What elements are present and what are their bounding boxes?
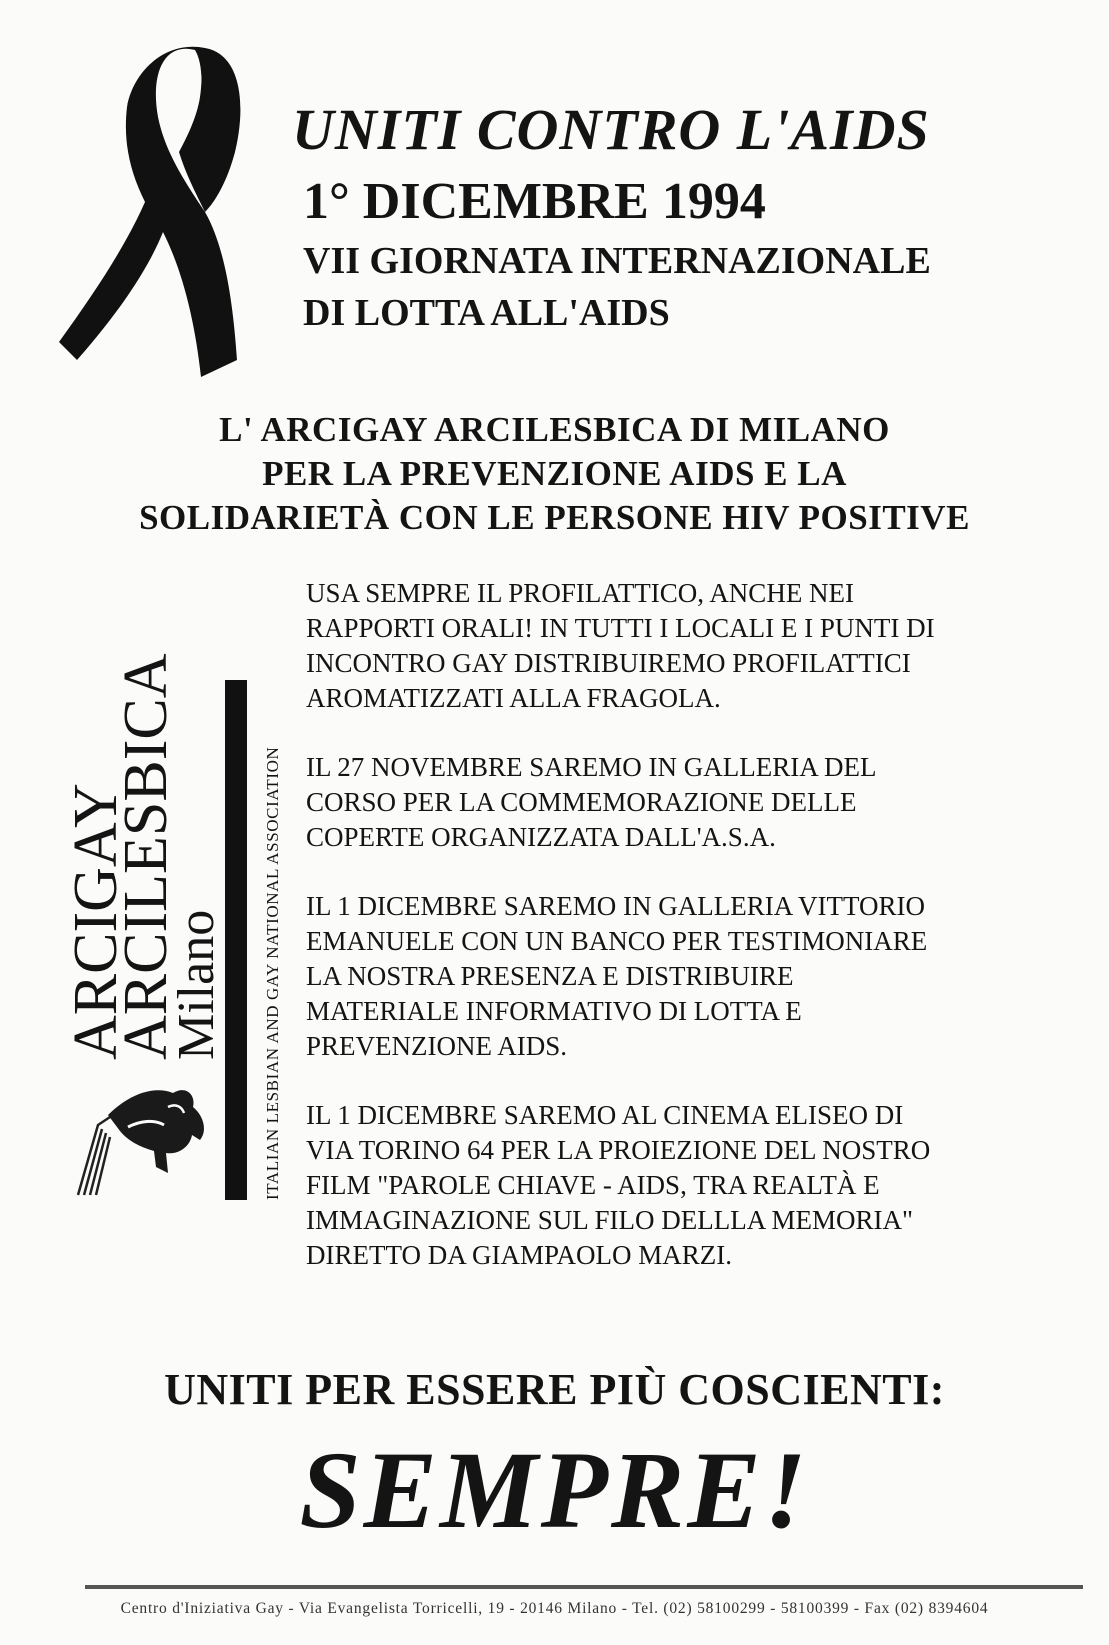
paragraph-line: MATERIALE INFORMATIVO DI LOTTA E xyxy=(306,996,802,1026)
paragraph-november-27 xyxy=(306,750,1066,855)
horse-logo-icon xyxy=(68,1055,218,1205)
paragraph-line: EMANUELE CON UN BANCO PER TESTIMONIARE xyxy=(306,926,928,956)
paragraph-line: LA NOSTRA PRESENZA E DISTRIBUIRE xyxy=(306,961,794,991)
logo-line-milano: Milano xyxy=(168,909,225,1060)
headline-subtitle-2: DI LOTTA ALL'AIDS xyxy=(303,292,670,334)
slogan-emphasis: SEMPRE! xyxy=(299,1429,810,1551)
paragraph-line: DIRETTO DA GIAMPAOLO MARZI. xyxy=(306,1240,733,1270)
headline-subtitle-1: VII GIORNATA INTERNAZIONALE xyxy=(303,240,931,282)
paragraph-line: RAPPORTI ORALI! IN TUTTI I LOCALI E I PUNTI DI xyxy=(306,613,935,643)
paragraph-line: COPERTE ORGANIZZATA DALL'A.S.A. xyxy=(306,822,776,852)
logo-divider-bar xyxy=(225,680,247,1200)
organization-statement xyxy=(40,408,1069,540)
arcigay-logo-text xyxy=(62,640,225,1060)
logo-line-arcigay: ARCIGAY xyxy=(62,783,130,1060)
paragraph-condoms xyxy=(306,576,1066,716)
paragraph-line: IL 1 DICEMBRE SAREMO AL CINEMA ELISEO DI xyxy=(306,1100,904,1130)
headline-title: UNITI CONTRO L'AIDS xyxy=(292,97,930,162)
awareness-ribbon-icon xyxy=(55,42,245,392)
paragraph-december-1-cinema xyxy=(306,1098,1066,1273)
paragraph-line: IMMAGINAZIONE SUL FILO DELLLA MEMORIA" xyxy=(306,1205,913,1235)
paragraph-line: USA SEMPRE IL PROFILATTICO, ANCHE NEI xyxy=(306,578,855,608)
paragraph-line: AROMATIZZATI ALLA FRAGOLA. xyxy=(306,683,721,713)
headline-date: 1° DICEMBRE 1994 xyxy=(303,173,766,230)
paragraph-line: IL 1 DICEMBRE SAREMO IN GALLERIA VITTORIO xyxy=(306,891,925,921)
paragraph-line: INCONTRO GAY DISTRIBUIREMO PROFILATTICI xyxy=(306,648,911,678)
footer-divider xyxy=(85,1585,1083,1589)
paragraph-line: IL 27 NOVEMBRE SAREMO IN GALLERIA DEL xyxy=(306,752,877,782)
paragraph-line: VIA TORINO 64 PER LA PROIEZIONE DEL NOSTRO xyxy=(306,1135,931,1165)
paragraph-line: FILM "PAROLE CHIAVE - AIDS, TRA REALTÀ E xyxy=(306,1170,880,1200)
paragraph-december-1-galleria xyxy=(306,889,1066,1064)
association-caption: ITALIAN LESBIAN AND GAY NATIONAL ASSOCIATION xyxy=(263,746,282,1200)
organization-line: L' ARCIGAY ARCILESBICA DI MILANO xyxy=(219,410,890,449)
paragraph-line: PREVENZIONE AIDS. xyxy=(306,1031,567,1061)
organization-line: PER LA PREVENZIONE AIDS E LA xyxy=(262,454,847,493)
information-paragraphs xyxy=(306,576,1066,1307)
logo-line-arcilesbica: ARCILESBICA xyxy=(112,653,180,1060)
paragraph-line: CORSO PER LA COMMEMORAZIONE DELLE xyxy=(306,787,857,817)
organization-line: SOLIDARIETÀ CON LE PERSONE HIV POSITIVE xyxy=(139,498,970,537)
footer-contact: Centro d'Iniziativa Gay - Via Evangelista Torricelli, 19 - 20146 Milano - Tel. (02) 58100299 - 58100399 - Fax (02) 8394604 xyxy=(120,1600,989,1617)
slogan: UNITI PER ESSERE PIÙ COSCIENTI: xyxy=(164,1365,945,1414)
